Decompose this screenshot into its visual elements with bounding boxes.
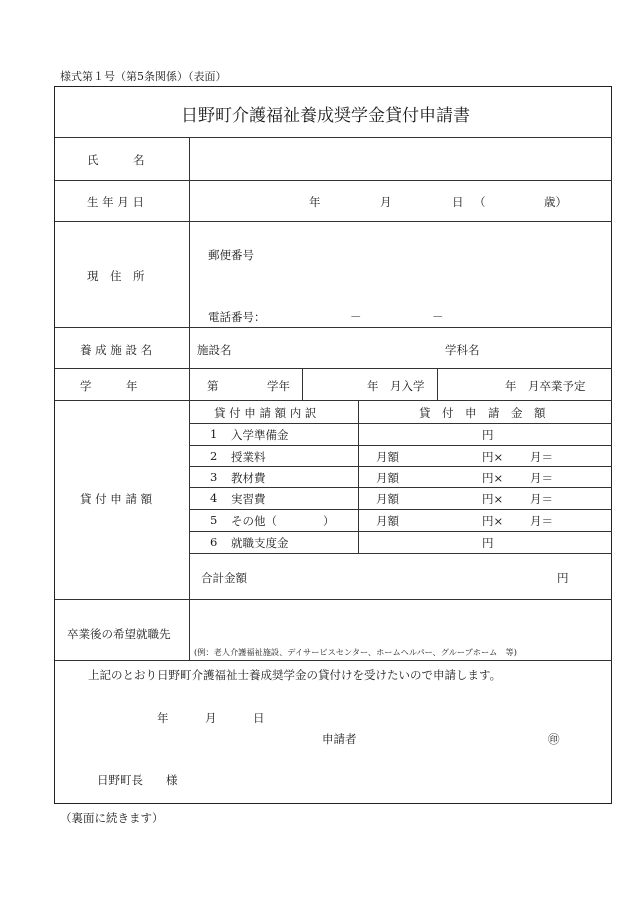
item-name: その他（ ） — [231, 514, 335, 528]
breakdown-header: 貸 付 申 請 額 内 訳 — [214, 406, 317, 420]
divider — [55, 368, 612, 369]
divider — [190, 531, 612, 532]
item-name: 入学準備金 — [231, 428, 289, 442]
column-divider — [302, 368, 303, 400]
postal-code-label: 郵便番号 — [208, 248, 254, 262]
item-yen-times: 円× — [482, 492, 504, 506]
date-day: 日 — [253, 711, 265, 725]
phone-dash: － — [432, 310, 444, 324]
age-paren-open: （ — [474, 195, 486, 209]
divider — [55, 221, 612, 222]
column-divider — [437, 368, 438, 400]
form-code: 様式第１号（第5条関係）（表面） — [60, 70, 227, 83]
divider — [190, 553, 612, 554]
form-title: 日野町介護福祉養成奨学金貸付申請書 — [181, 106, 470, 126]
item-monthly: 月額 — [376, 471, 399, 485]
employment-example: (例：老人介護福祉施設、デイサービスセンター、ホームヘルパー、グループホーム 等) — [194, 647, 517, 657]
total-amount-label: 合計金額 — [201, 571, 247, 585]
birth-year: 年 — [309, 195, 321, 209]
item-name: 就職支度金 — [231, 536, 289, 550]
item-yen-times: 円× — [482, 471, 504, 485]
item-yen-times: 円× — [482, 514, 504, 528]
divider — [55, 599, 612, 600]
phone-dash: － — [350, 310, 362, 324]
item-number: 3 — [210, 470, 218, 484]
grade-suffix: 学年 — [267, 379, 290, 393]
divider — [190, 509, 612, 510]
item-monthly: 月額 — [376, 492, 399, 506]
divider — [190, 423, 612, 424]
item-months: 月＝ — [530, 492, 553, 506]
applicant-label: 申請者 — [322, 732, 357, 746]
item-number: 2 — [210, 449, 218, 463]
item-yen-times: 円× — [482, 450, 504, 464]
age-label: 歳） — [544, 195, 567, 209]
divider — [55, 660, 612, 661]
item-yen: 円 — [482, 536, 494, 550]
footer-note: （裏面に続きます） — [60, 811, 164, 825]
divider — [55, 400, 612, 401]
item-months: 月＝ — [530, 450, 553, 464]
item-name: 授業料 — [231, 450, 266, 464]
divider — [190, 466, 612, 467]
item-yen: 円 — [482, 428, 494, 442]
birth-month: 月 — [380, 195, 392, 209]
address-label: 現 住 所 — [87, 269, 145, 283]
facility-name-label: 施設名 — [197, 343, 232, 357]
declaration-text: 上記のとおり日野町介護福祉士養成奨学金の貸付けを受けたいので申請します。 — [88, 668, 502, 682]
facility-label: 養 成 施 設 名 — [80, 343, 153, 357]
loan-amount-label: 貸 付 申 請 額 — [80, 492, 153, 506]
phone-label: 電話番号： — [208, 310, 266, 324]
birth-date-label: 生 年 月 日 — [87, 195, 144, 209]
item-number: 4 — [210, 491, 218, 505]
employment-label: 卒業後の希望就職先 — [67, 627, 171, 641]
item-months: 月＝ — [530, 471, 553, 485]
column-divider — [189, 137, 190, 660]
grade-prefix: 第 — [207, 379, 219, 393]
date-year: 年 — [157, 711, 169, 725]
amount-header: 貸 付 申 請 金 額 — [419, 406, 546, 420]
item-name: 教材費 — [231, 471, 266, 485]
item-number: 5 — [210, 513, 218, 527]
item-number: 6 — [210, 535, 218, 549]
date-month: 月 — [205, 711, 217, 725]
column-divider — [358, 400, 359, 553]
name-label: 氏 名 — [87, 153, 145, 167]
divider — [190, 487, 612, 488]
total-yen: 円 — [557, 571, 569, 585]
item-months: 月＝ — [530, 514, 553, 528]
divider — [55, 137, 612, 138]
item-monthly: 月額 — [376, 450, 399, 464]
item-name: 実習費 — [231, 492, 266, 506]
divider — [55, 180, 612, 181]
birth-day: 日 — [452, 195, 464, 209]
department-label: 学科名 — [445, 343, 480, 357]
divider — [190, 445, 612, 446]
grade-label: 学 年 — [80, 379, 138, 393]
graduation-label: 年 月卒業予定 — [505, 379, 586, 393]
item-monthly: 月額 — [376, 514, 399, 528]
enrollment-label: 年 月入学 — [367, 379, 425, 393]
seal-mark: ㊞ — [548, 732, 560, 746]
item-number: 1 — [210, 427, 218, 441]
divider — [55, 327, 612, 328]
addressee: 日野町長 様 — [97, 773, 178, 787]
